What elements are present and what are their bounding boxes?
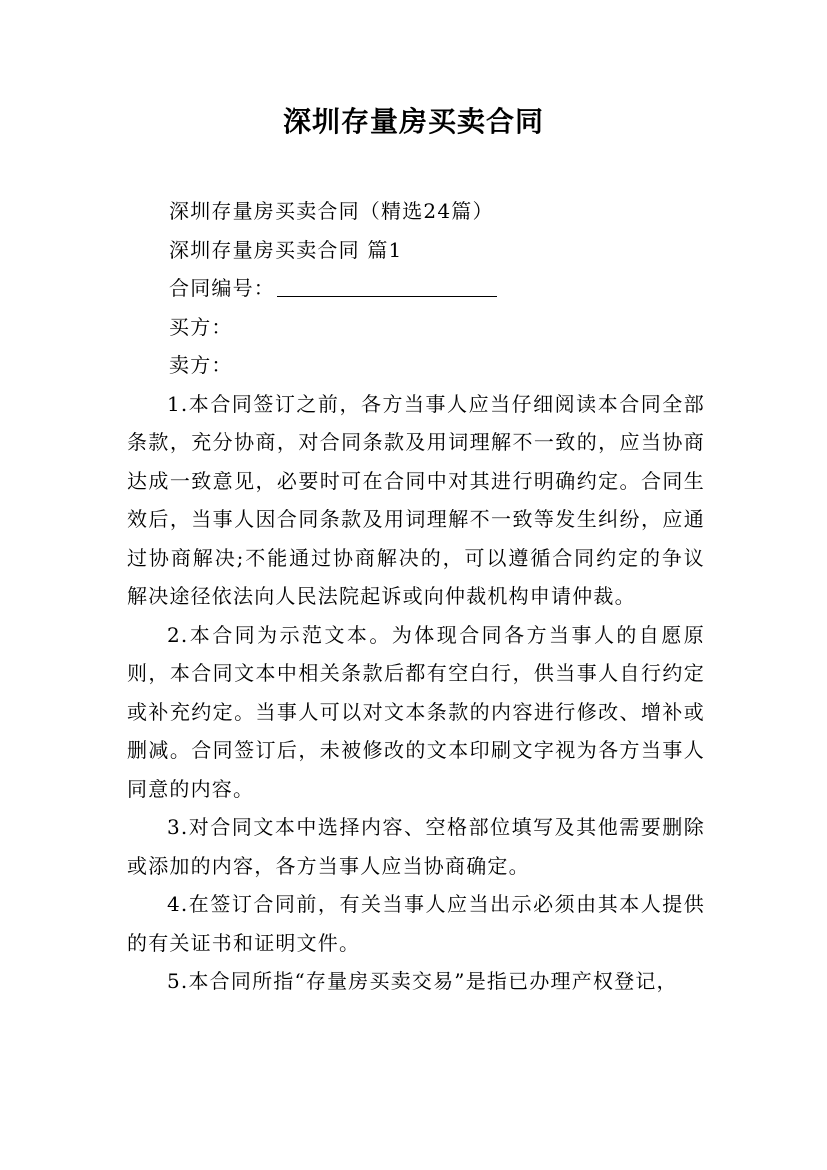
- paragraph-2: 2.本合同为示范文本。为体现合同各方当事人的自愿原则，本合同文本中相关条款后都有空白行，供当事人自行约定或补充约定。当事人可以对文本条款的内容进行修改、增补或删减。合同签订后，未被修改的文本印刷文字视为各方当事人同意的内容。: [127, 622, 705, 801]
- section-heading: 深圳存量房买卖合同 篇1: [169, 237, 403, 262]
- paragraph-1: 1.本合同签订之前，各方当事人应当仔细阅读本合同全部条款，充分协商，对合同条款及用词理解不一致的，应当协商达成一致意见，必要时可在合同中对其进行明确约定。合同生效后，当事人因合同条款及用词理解不一致等发生纠纷，应通过协商解决;不能通过协商解决的，可以遵循合同约定的争议解决途径依法向人民法院起诉或向仲裁机构申请仲裁。: [127, 391, 705, 608]
- document-body: [127, 192, 705, 1001]
- seller-line: 卖方：: [169, 353, 233, 377]
- paragraph-3: 3.对合同文本中选择内容、空格部位填写及其他需要删除或添加的内容，各方当事人应当协商确定。: [127, 815, 705, 878]
- contract-number-label: 合同编号：: [169, 276, 275, 300]
- contract-number-blank: [277, 272, 497, 297]
- document-title: 深圳存量房买卖合同: [282, 105, 544, 138]
- paragraph-4: 4.在签订合同前，有关当事人应当出示必须由其本人提供的有关证书和证明文件。: [127, 892, 705, 955]
- buyer-line: 买方：: [169, 314, 233, 339]
- paragraph-5: 5.本合同所指“存量房买卖交易”是指已办理产权登记，: [167, 969, 678, 993]
- contract-number-line: [127, 269, 705, 308]
- document-subtitle: 深圳存量房买卖合同（精选24篇）: [169, 199, 494, 223]
